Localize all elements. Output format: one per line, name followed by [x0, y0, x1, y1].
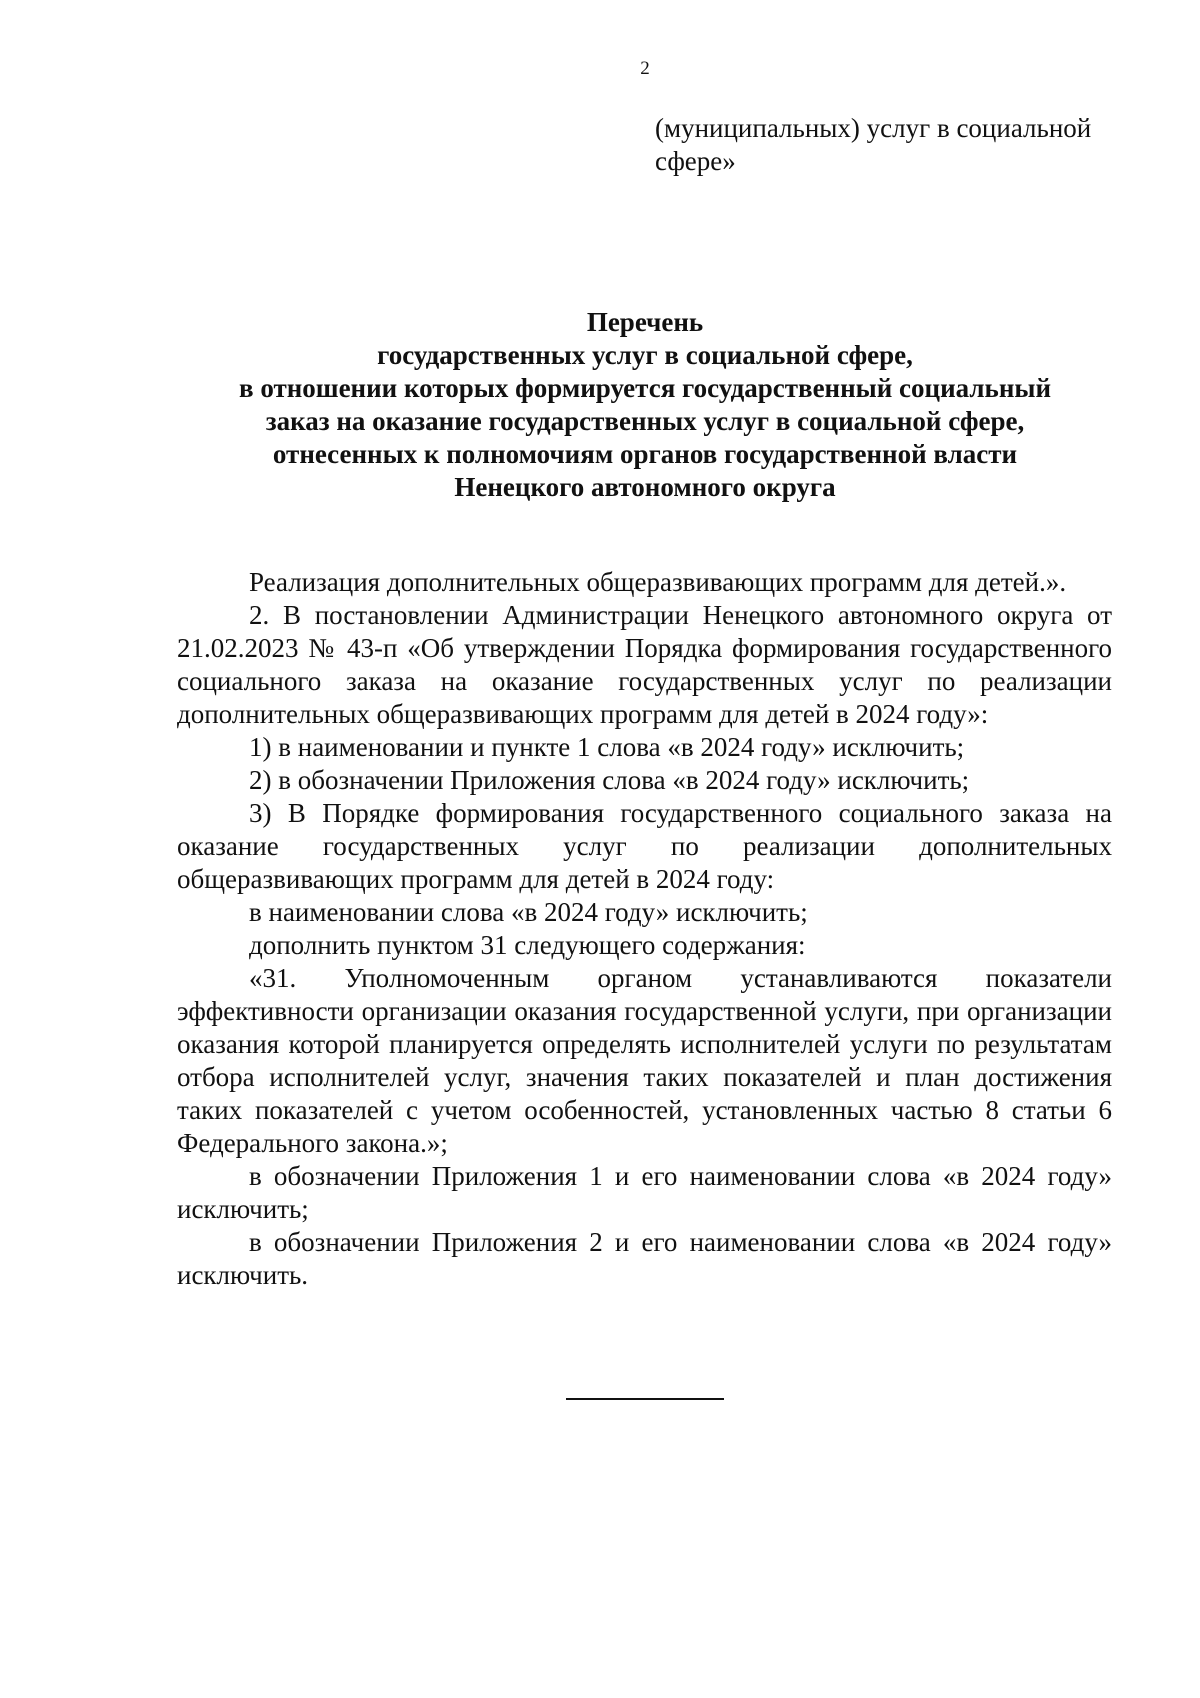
header-note-line: (муниципальных) услуг в социальной — [655, 113, 1092, 143]
header-note-line: сфере» — [655, 146, 736, 176]
page-number: 2 — [640, 58, 650, 79]
paragraph: в обозначении Приложения 2 и его наименовании слова «в 2024 году» исключить. — [177, 1227, 1112, 1290]
paragraph: 2) в обозначении Приложения слова «в 2024 году» исключить; — [249, 765, 970, 795]
end-divider — [566, 1398, 724, 1400]
paragraph: Реализация дополнительных общеразвивающих программ для детей.». — [249, 567, 1067, 597]
title-line: Ненецкого автономного округа — [454, 472, 836, 502]
header-note — [655, 112, 1125, 178]
paragraph: 1) в наименовании и пункте 1 слова «в 2024 году» исключить; — [249, 732, 965, 762]
document-title — [150, 306, 1140, 504]
title-line: Перечень — [586, 307, 704, 337]
paragraph: дополнить пунктом 31 следующего содержания: — [249, 930, 806, 960]
title-line: заказ на оказание государственных услуг в социальной сфере, — [265, 406, 1025, 436]
title-line: в отношении которых формируется государственный социальный — [238, 373, 1052, 403]
title-line: отнесенных к полномочиям органов государственной власти — [272, 439, 1018, 469]
paragraph: «31. Уполномоченным органом устанавливаются показатели эффективности организации оказания государственной услуги, при организации оказания которой планируется определять исполнителей услуги по результатам отбора исполнителей услуг, значения таких показателей и план достижения таких показателей с учетом особенностей, установленных частью 8 статьи 6 Федерального закона.»; — [177, 963, 1112, 1158]
document-body — [177, 566, 1112, 1292]
title-line: государственных услуг в социальной сфере, — [377, 340, 913, 370]
paragraph: в наименовании слова «в 2024 году» исключить; — [249, 897, 808, 927]
paragraph: 3) В Порядке формирования государственного социального заказа на оказание государственных услуг по реализации дополнительных общеразвивающих программ для детей в 2024 году: — [177, 798, 1112, 894]
paragraph: в обозначении Приложения 1 и его наименовании слова «в 2024 году» исключить; — [177, 1161, 1112, 1224]
paragraph: 2. В постановлении Администрации Ненецкого автономного округа от 21.02.2023 № 43-п «Об утверждении Порядка формирования государственного социального заказа на оказание государственных услуг по реализации дополнительных общеразвивающих программ для детей в 2024 году»: — [177, 600, 1112, 729]
